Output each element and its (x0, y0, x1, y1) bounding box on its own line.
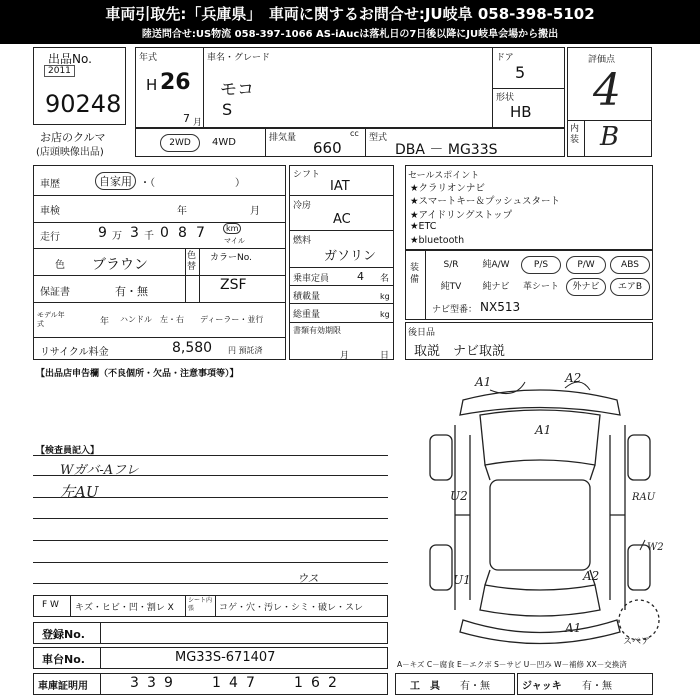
expiry-label: 書類有効期限 (293, 326, 341, 335)
mileage-digit: 0 (160, 225, 169, 241)
diagram-mark: U1 (453, 573, 471, 587)
recycle-label: リサイクル料金 (40, 347, 109, 358)
wheel-rear-left (430, 545, 452, 590)
mileage-unit-km: km (223, 223, 241, 234)
equip-ext-navi: 外ナビ (566, 278, 606, 296)
drive-2wd: 2WD (160, 134, 200, 152)
interior-value: B (600, 122, 620, 152)
chassis-value: MG33S-671407 (175, 650, 276, 665)
cert-digit: 9 (164, 675, 173, 691)
sales-point-item: ★bluetooth (410, 235, 465, 246)
mileage-digit: 3 (130, 225, 139, 241)
interior-label: 内装 (570, 124, 580, 145)
header-line1: 車両引取先:「兵庫県」 車両に関するお問合せ:JU岐阜 058-398-5102 (105, 5, 595, 23)
doors-label: ドア (496, 53, 514, 63)
diagram-mark: W2 (647, 542, 664, 553)
registration-label: 登録No. (42, 628, 85, 641)
expiry-month: 月 (340, 351, 350, 361)
dealer-option: ディーラー・並行 (200, 315, 264, 324)
diagram-mark: A1 (475, 375, 492, 389)
later-label: 後日品 (408, 328, 436, 338)
tools-value: 有・無 (460, 681, 490, 692)
fw-text: キズ・ヒビ・凹・割レ X (75, 603, 174, 613)
inspector-label: 【検査員記入】 (36, 446, 100, 456)
diagram-mark: A2 (565, 371, 582, 385)
cert-digit: 3 (147, 675, 156, 691)
seat-hand-note: ウス (297, 572, 319, 585)
chassis-label: 車台No. (42, 653, 85, 666)
capacity-value: 4 (357, 270, 364, 283)
defects-label: 【出品店申告欄（不良個所・欠品・注意事項等）】 (36, 369, 239, 379)
sales-point-item: ★ETC (410, 221, 437, 232)
model-name: モコ (220, 80, 254, 100)
mileage-digit: 千 (144, 231, 154, 242)
mileage-digit: 8 (178, 225, 187, 241)
mileage-unit-mile: マイル (224, 237, 245, 245)
listing-label: 出品No. (48, 52, 92, 66)
sales-point-item: ★アイドリングストップ (410, 210, 513, 221)
hood-outline (480, 410, 600, 465)
wheel-front-left (430, 435, 452, 480)
cert-digit: 1 (294, 675, 303, 691)
shift-label: シフト (293, 170, 321, 180)
year-month: 7 (183, 112, 190, 125)
recycle-value: 8,580 (172, 340, 213, 356)
car-damage-diagram (395, 370, 695, 660)
front-bumper-outline (460, 390, 620, 415)
year-month-unit: 月 (193, 118, 203, 128)
seat-text: コゲ・穴・汚レ・シミ・破レ・スレ (219, 603, 364, 613)
model-year-unit: 年 (100, 317, 110, 327)
recycle-unit: 円 預託済 (228, 346, 263, 355)
model-grade: S (222, 100, 233, 119)
fuel-value: ガソリン (324, 249, 377, 264)
history-label: 車歴 (40, 179, 60, 190)
sales-points-label: セールスポイント (408, 171, 480, 181)
color-code-label: カラーNo. (210, 253, 252, 263)
equip-navi: 純ナビ (482, 282, 510, 292)
color-label: 色 (55, 260, 65, 271)
doors-value: 5 (515, 63, 526, 82)
capacity-unit: 名 (380, 274, 390, 284)
expiry-day: 日 (380, 351, 390, 361)
warranty-value: 有・無 (115, 285, 148, 298)
type-value: DBA － MG33S (395, 142, 498, 158)
cert-digit: 1 (212, 675, 221, 691)
sales-point-item: ★クラリオンナビ (410, 183, 485, 194)
color-code: ZSF (220, 277, 247, 293)
model-year-label: モデル年式 (37, 311, 65, 328)
color-change-label: 色替 (187, 251, 197, 272)
equip-sr: S/R (443, 260, 459, 270)
score-label: 評価点 (588, 55, 616, 65)
drive-4wd: 4WD (212, 137, 236, 148)
shift-value: IAT (330, 179, 350, 194)
cert-digit: 4 (229, 675, 238, 691)
cert-digit: 7 (246, 675, 255, 691)
spare-tire-outline (619, 600, 659, 640)
gross-unit: kg (380, 310, 390, 319)
history-value: 自家用 (95, 172, 136, 190)
displacement-label: 排気量 (269, 133, 297, 143)
rear-bumper-outline (460, 620, 620, 644)
listing-stamp: 2011 (44, 65, 75, 77)
warranty-label: 保証書 (40, 287, 70, 298)
diagram-mark: RAU (632, 492, 656, 503)
score-value: 4 (593, 65, 621, 116)
equip-leather: 革シート (522, 282, 559, 292)
aircon-label: 冷房 (293, 201, 312, 211)
cert-digit: 2 (328, 675, 337, 691)
navi-model: NX513 (480, 300, 521, 314)
shop-line2: (店頭映像出品) (36, 147, 104, 158)
load-unit: kg (380, 292, 390, 301)
capacity-label: 乗車定員 (293, 274, 330, 284)
roof-outline (490, 480, 590, 570)
jack-label: ジャッキ (522, 681, 562, 692)
wheel-front-right (628, 435, 650, 480)
type-label: 型式 (369, 133, 388, 143)
color-value: ブラウン (92, 257, 148, 273)
load-label: 積載量 (293, 292, 321, 302)
diagram-mark: A2 (583, 569, 600, 583)
fuel-label: 燃料 (293, 236, 312, 246)
inspection-year: 年 (177, 206, 187, 217)
diagram-mark: A1 (565, 621, 582, 635)
displacement-unit: cc (350, 129, 359, 138)
registration-row (33, 622, 388, 644)
year-label: 年式 (139, 53, 158, 63)
sales-point-item: ★スマートキー＆プッシュスタート (410, 196, 560, 207)
inspection-month: 月 (250, 206, 260, 217)
equip-airbag: エアB (610, 278, 650, 296)
jack-value: 有・無 (582, 681, 612, 692)
seat-label: シート内張 (188, 597, 213, 612)
inspector-note2: 左AU (60, 483, 99, 501)
body-sides-outline (455, 425, 625, 610)
equip-abs: ABS (610, 256, 650, 274)
diagram-mark: A1 (535, 423, 552, 437)
shape-label: 形状 (496, 93, 515, 103)
diagram-mark: U2 (450, 489, 468, 503)
displacement-value: 660 (313, 139, 342, 157)
later-value: 取説 ナビ取説 (414, 344, 506, 359)
equipment-label: 装備 (410, 263, 420, 285)
mileage-digit: 9 (98, 225, 107, 241)
year-value: 26 (160, 70, 191, 95)
listing-number: 90248 (45, 90, 122, 118)
equip-tv: 純TV (440, 282, 462, 292)
mileage-digit: 7 (196, 225, 205, 241)
model-label: 車名・グレード (207, 53, 271, 63)
legend: A－キズ C－腐食 E－エクボ S－サビ U－凹み W－補修 XX－交換済 (397, 660, 627, 669)
navi-label: ナビ型番： (432, 305, 478, 315)
cert-digit: 3 (130, 675, 139, 691)
equip-alloy: 純A/W (482, 260, 510, 270)
mileage-digit: 万 (112, 231, 122, 242)
shop-line1: お店のクルマ (40, 131, 106, 144)
spare-label: スペア (623, 637, 651, 647)
inspection-label: 車検 (40, 206, 60, 217)
fw-label: F W (42, 600, 59, 610)
header-line2: 陸送問合せ:US物流 058-397-1066 AS-iAucは落札日の7日後以降にJU岐阜会場から搬出 (141, 29, 559, 40)
tools-label: 工 具 (410, 681, 440, 692)
cert-digit: 6 (311, 675, 320, 691)
pillars-outline (485, 465, 595, 585)
handle-option: ハンドル 左・右 (120, 315, 184, 324)
inspector-note1: Wガバ-Aフレ (60, 463, 139, 478)
cert-label: 車庫証明用 (38, 681, 88, 692)
year-era: H (146, 76, 158, 94)
gross-label: 総重量 (293, 310, 321, 320)
equip-pw: P/W (566, 256, 606, 274)
aircon-value: AC (333, 212, 351, 227)
mileage-label: 走行 (40, 232, 60, 243)
shape-value: HB (510, 103, 532, 121)
rear-window-outline (480, 585, 600, 616)
history-rest: ・（ ） (140, 178, 245, 189)
equip-ps: P/S (521, 256, 561, 274)
